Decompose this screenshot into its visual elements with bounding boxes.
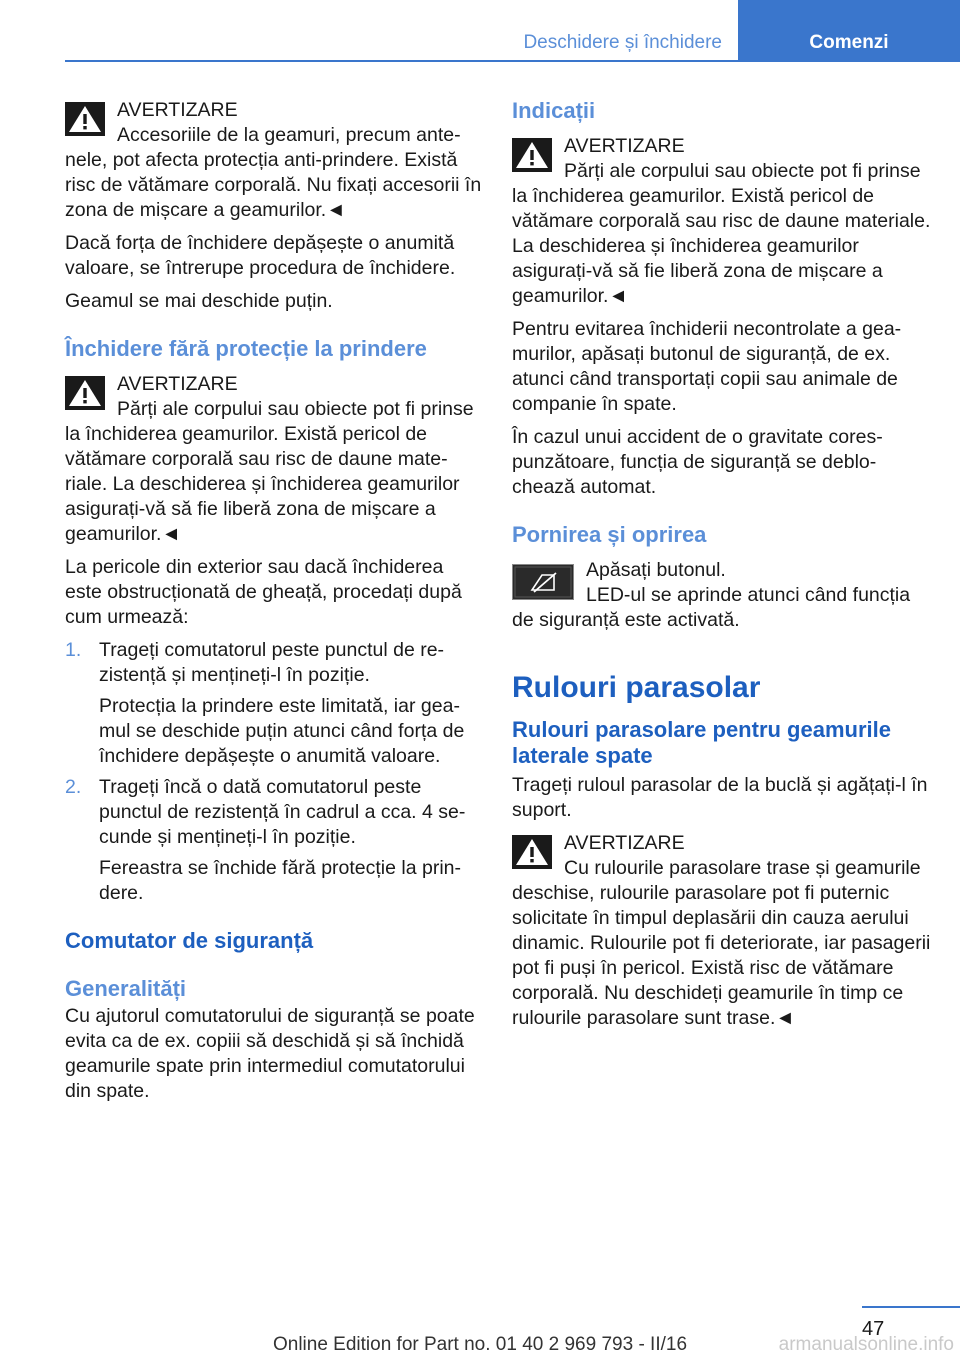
- left-column: [65, 98, 483, 1112]
- paragraph: Geamul se mai deschide puțin.: [65, 290, 333, 312]
- header-chapter-tab[interactable]: Comenzi: [738, 0, 960, 62]
- page-number: 47: [862, 1318, 885, 1340]
- warning-triangle-icon: [512, 138, 552, 172]
- warning-title: AVERTIZARE: [117, 373, 238, 395]
- steps-list: [65, 638, 483, 906]
- paragraph: Trageți ruloul parasolar de la buclă și agățați-l în suport.: [512, 774, 928, 821]
- header-rule: [65, 60, 960, 62]
- page-header: [0, 0, 960, 62]
- page-number-rule: [862, 1306, 960, 1308]
- warning-box-body-parts: [65, 372, 483, 547]
- step-subtext: Fereastra se închide fără protecție la prindere.: [99, 857, 462, 904]
- paragraph: În cazul unui accident de o gravitate corespunzătoare, funcția de siguranță se deblochează automat.: [512, 426, 883, 498]
- chapter-heading-sun-blinds: Rulouri parasolar: [512, 671, 761, 704]
- warning-title: AVERTIZARE: [564, 135, 685, 157]
- section-heading-rear-sun-blinds: Rulouri parasolare pentru geamurile laterale spate: [512, 717, 891, 768]
- section-heading-notes: Indicații: [512, 98, 596, 123]
- warning-text: Părți ale corpului sau obiecte pot fi prinse la închiderea geamurilor. Există pericol de vătămare corporală sau risc de daune materiale. La deschiderea și închiderea geamurilor asigurați-vă să fie liberă zona de mișcare a geamurilor.◄: [512, 160, 931, 307]
- list-item: [65, 775, 483, 906]
- warning-title: AVERTIZARE: [117, 99, 238, 121]
- watermark: armanualsonline.info: [778, 1334, 954, 1355]
- paragraph: Pentru evitarea închiderii necontrolate a geamurilor, apăsați butonul de siguranță, de ex. atunci când transportați copii sau animale de companie în spate.: [512, 318, 902, 415]
- step-number: 1.: [65, 639, 82, 661]
- footer-edition: Online Edition for Part no. 01 40 2 969 793 - II/16: [272, 1334, 688, 1355]
- paragraph: Cu ajutorul comutatorului de siguranță se poate evita ca de ex. copiii să deschidă și să închidă geamurile spate prin intermediul comutatorului din spate.: [65, 1005, 475, 1102]
- list-item: [65, 638, 483, 769]
- step-text: Trageți încă o dată comutatorul peste punctul de rezistență în cadrul a cca. 4 secunde și mențineți-l în poziție.: [99, 776, 466, 848]
- warning-text: Cu rulourile parasolare trase și geamurile deschise, rulourile parasolare pot fi puternic solicitate în timpul deplasării din cauza aerului dinamic. Rulourile pot fi deteriorate, iar pasagerii pot fi puși în pericol. Există risc de vătămare corporală. Nu deschideți geamurile în timp ce rulourile parasolare sunt trase.◄: [512, 857, 931, 1029]
- warning-box-sun-blinds: [512, 831, 932, 1031]
- section-heading-general: Generalități: [65, 976, 187, 1001]
- paragraph: La pericole din exterior sau dacă închiderea este obstrucționată de gheață, procedați după cum urmează:: [65, 556, 462, 628]
- led-text: LED-ul se aprinde atunci când funcția de siguranță este activată.: [512, 584, 911, 631]
- step-number: 2.: [65, 776, 82, 798]
- paragraph: Dacă forța de închidere depășește o anumită valoare, se întrerupe procedura de închidere.: [65, 232, 456, 279]
- window-lock-button-icon: [512, 564, 574, 600]
- step-text: Trageți comutatorul peste punctul de rezistență și mențineți-l în poziție.: [99, 639, 445, 686]
- warning-triangle-icon: [65, 102, 105, 136]
- safety-switch-instruction: [512, 558, 932, 633]
- warning-title: AVERTIZARE: [564, 832, 685, 854]
- warning-triangle-icon: [512, 835, 552, 869]
- section-heading-safety-switch: Comutator de siguranță: [65, 928, 314, 953]
- section-heading-close-without-protection: Închidere fără protecție la prindere: [65, 336, 427, 361]
- warning-box-accessories: [65, 98, 483, 223]
- press-button-text: Apăsați butonul.: [586, 559, 726, 581]
- right-column: [512, 98, 932, 1039]
- header-section-tab[interactable]: Deschidere și închidere: [523, 32, 722, 53]
- warning-box-body-parts-right: [512, 134, 932, 309]
- section-heading-on-off: Pornirea și oprirea: [512, 522, 707, 547]
- warning-text: Părți ale corpului sau obiecte pot fi prinse la închiderea geamurilor. Există pericol de vătămare corporală sau risc de daune materiale. La deschiderea și închiderea geamurilor asigurați-vă să fie liberă zona de mișcare a geamurilor.◄: [65, 398, 474, 545]
- warning-text: Accesoriile de la geamuri, precum antenele, pot afecta protecția anti-prindere. Există risc de vătămare corporală. Nu fixați accesorii în zona de mișcare a geamurilor.◄: [65, 124, 482, 221]
- warning-triangle-icon: [65, 376, 105, 410]
- step-subtext: Protecția la prindere este limitată, iar geamul se deschide puțin atunci când forța de închidere depășește o anumită valoare.: [99, 695, 465, 767]
